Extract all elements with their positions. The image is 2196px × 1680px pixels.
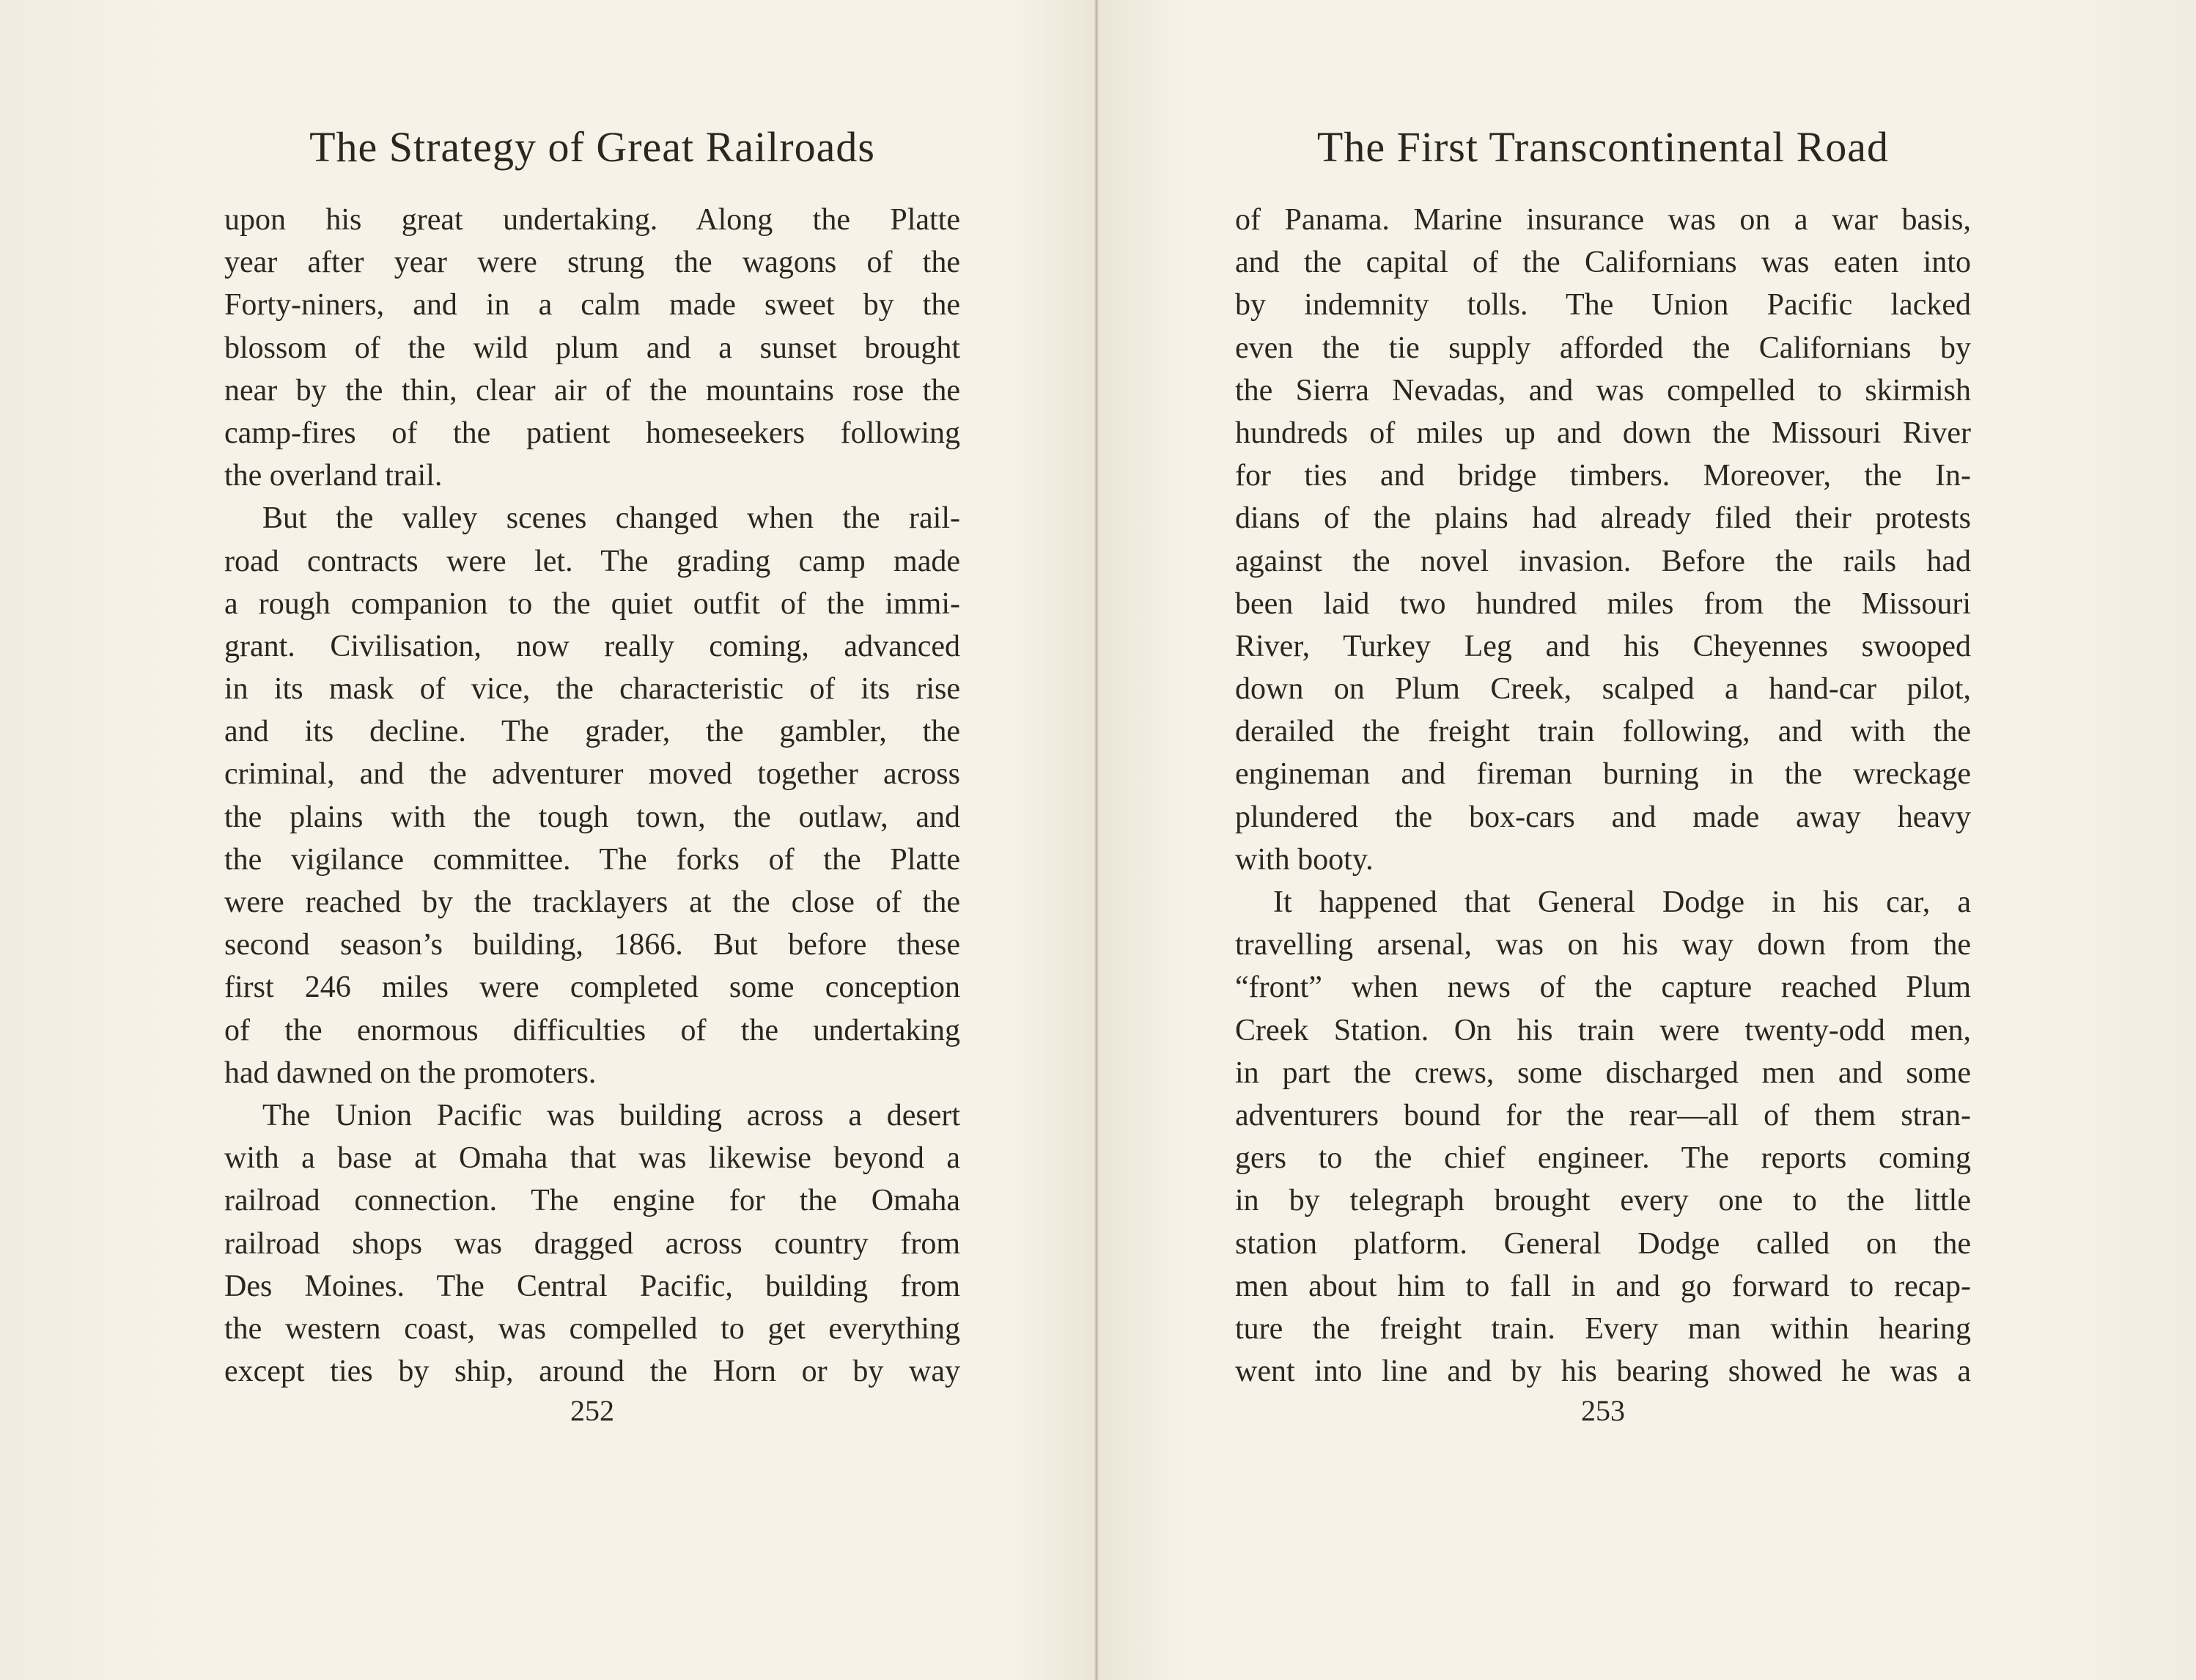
text-line: engineman and fireman burning in the wreckage [1235,757,1971,792]
text-line: in part the crews, some discharged men and some [1235,1055,1971,1090]
running-head-left: The Strategy of Great Railroads [309,123,875,171]
text-line: the western coast, was compelled to get everything [224,1311,960,1346]
text-line: road contracts were let. The grading camp made [224,544,960,578]
text-line: men about him to fall in and go forward to recap- [1235,1269,1971,1303]
text-line: The Union Pacific was building across a desert [262,1098,960,1132]
text-line: went into line and by his bearing showed he was a [1235,1355,1971,1389]
text-line: been laid two hundred miles from the Missouri [1235,586,1971,621]
text-line: for ties and bridge timbers. Moreover, the In- [1235,459,1971,493]
left-page-body [224,199,960,1393]
text-line: adventurers bound for the rear—all of them stran- [1235,1098,1971,1132]
text-line: down on Plum Creek, scalped a hand-car pilot, [1235,672,1971,707]
text-line: of the enormous difficulties of the undertaking [224,1013,960,1047]
text-line: hundreds of miles up and down the Missouri River [1235,416,1971,450]
text-line: and its decline. The grader, the gambler, the [224,715,960,749]
text-line: with booty. [1235,842,1374,877]
text-line: first 246 miles were completed some conception [224,970,960,1005]
text-line: railroad connection. The engine for the Omaha [224,1184,960,1218]
text-line: railroad shops was dragged across country from [224,1226,960,1261]
text-line: plundered the box-cars and made away heavy [1235,800,1971,834]
text-line: the plains with the tough town, the outlaw, and [224,800,960,834]
text-line: a rough companion to the quiet outfit of the immi- [224,586,960,621]
text-line: except ties by ship, around the Horn or by way [224,1355,960,1389]
text-line: even the tie supply afforded the Californians by [1235,331,1971,365]
text-line: grant. Civilisation, now really coming, advanced [224,629,960,663]
text-line: in its mask of vice, the characteristic of its rise [224,672,960,707]
text-line: station platform. General Dodge called on the [1235,1226,1971,1261]
book-gutter [1094,0,1099,1680]
text-line: gers to the chief engineer. The reports coming [1235,1141,1971,1176]
running-head-right: The First Transcontinental Road [1316,123,1890,171]
text-line: second season’s building, 1866. But before these [224,928,960,962]
text-line: of Panama. Marine insurance was on a war basis, [1235,203,1971,237]
text-line: travelling arsenal, was on his way down from the [1235,928,1971,962]
text-line: “front” when news of the capture reached Plum [1235,970,1971,1005]
text-line: criminal, and the adventurer moved together across [224,757,960,792]
text-line: But the valley scenes changed when the rail- [262,501,960,536]
text-line: year after year were strung the wagons of the [224,246,960,280]
text-line: upon his great undertaking. Along the Platte [224,203,960,237]
text-line: were reached by the tracklayers at the close of the [224,885,960,919]
text-line: ture the freight train. Every man within hearing [1235,1311,1971,1346]
right-page-body [1235,199,1971,1393]
text-line: the overland trail. [224,459,443,493]
text-line: in by telegraph brought every one to the little [1235,1184,1971,1218]
text-line: It happened that General Dodge in his car, a [1273,885,1971,919]
text-line: with a base at Omaha that was likewise beyond a [224,1141,960,1176]
text-line: Forty-niners, and in a calm made sweet by the [224,288,960,323]
text-line: River, Turkey Leg and his Cheyennes swooped [1235,629,1971,663]
text-line: the vigilance committee. The forks of the Platte [224,842,960,877]
text-line: Creek Station. On his train were twenty-odd men, [1235,1013,1971,1047]
page-number-left: 252 [570,1394,614,1427]
text-line: dians of the plains had already filed their protests [1235,501,1971,536]
text-line: near by the thin, clear air of the mountains rose the [224,373,960,408]
text-line: Des Moines. The Central Pacific, building from [224,1269,960,1303]
text-line: against the novel invasion. Before the rails had [1235,544,1971,578]
text-line: had dawned on the promoters. [224,1055,597,1090]
page-number-right: 253 [1581,1394,1625,1427]
text-line: derailed the freight train following, and with the [1235,715,1971,749]
text-line: and the capital of the Californians was eaten into [1235,246,1971,280]
text-line: the Sierra Nevadas, and was compelled to skirmish [1235,373,1971,408]
text-line: by indemnity tolls. The Union Pacific lacked [1235,288,1971,323]
text-line: blossom of the wild plum and a sunset brought [224,331,960,365]
text-line: camp-fires of the patient homeseekers following [224,416,960,450]
